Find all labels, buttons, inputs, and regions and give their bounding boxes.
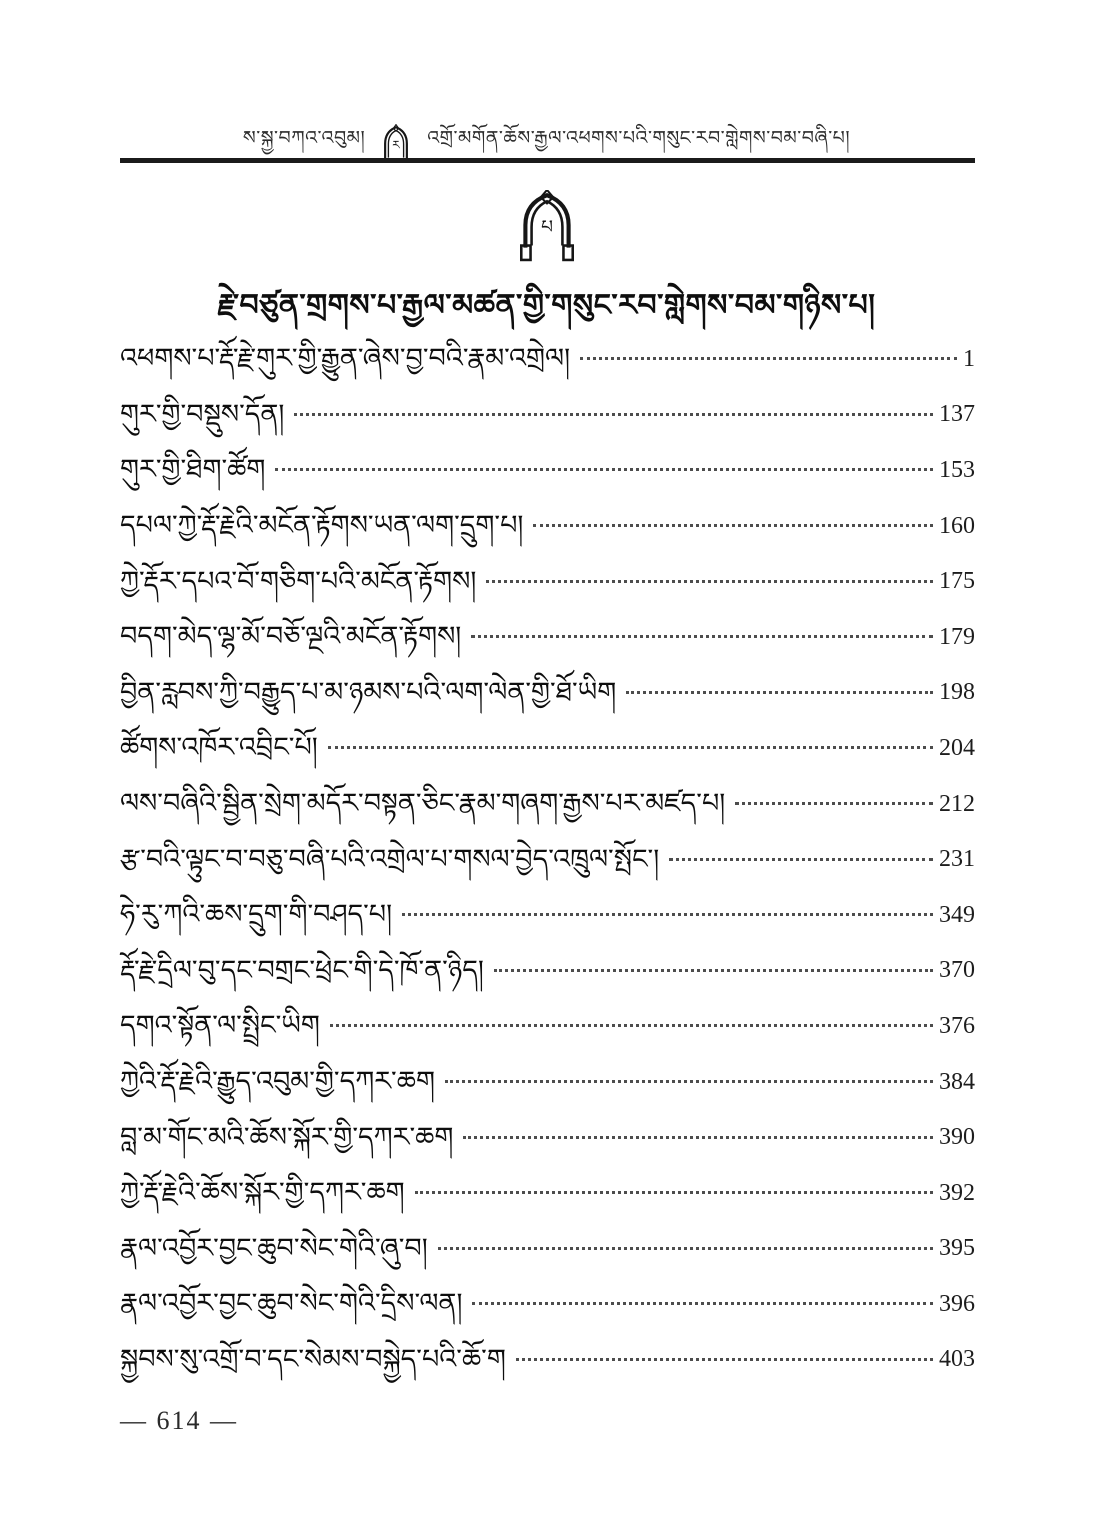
toc-page-number: 370: [939, 957, 975, 984]
toc-entry-title: ཀྱེ་རྡོ་རྗེའི་ཆོས་སྐོར་གྱི་དཀར་ཆག: [120, 1177, 405, 1209]
toc-entry: [120, 331, 975, 387]
header-ornament-letter: ར: [392, 137, 400, 152]
toc-page-number: 179: [939, 623, 975, 650]
toc-dot-leader: [402, 913, 933, 916]
toc-page-number: 390: [939, 1124, 975, 1151]
section-ornament-wrap: [0, 190, 1093, 262]
toc-page-number: 403: [939, 1346, 975, 1373]
header-right-title: འགྲོ་མགོན་ཆོས་རྒྱལ་འཕགས་པའི་གསུང་རབ་གླེགས་བམ་བཞི་པ།: [427, 127, 851, 149]
toc-dot-leader: [533, 524, 933, 527]
toc-dot-leader: [494, 969, 933, 972]
toc-entry-title: རྣལ་འབྱོར་བྱང་ཆུབ་སེང་གེའི་ཞུ་བ།: [120, 1232, 428, 1264]
toc-entry-title: གུར་གྱི་བསྡུས་དོན།: [120, 398, 285, 430]
toc-page-number: 384: [939, 1068, 975, 1095]
section-title: རྗེ་བཙུན་གྲགས་པ་རྒྱལ་མཚན་གྱི་གསུང་རབ་གླེགས་བམ་གཉིས་པ།: [217, 288, 876, 323]
toc-dot-leader: [445, 1080, 933, 1083]
section-ornament-letter: པ: [540, 217, 553, 239]
toc-entry-title: བླ་མ་གོང་མའི་ཆོས་སྐོར་གྱི་དཀར་ཆག: [120, 1121, 454, 1153]
toc-entry: [120, 665, 975, 721]
toc-entry-title: གུར་གྱི་ཐིག་ཚོག: [120, 454, 266, 486]
toc-page-number: 153: [939, 456, 975, 483]
toc-dot-leader: [580, 357, 957, 360]
toc-page-number: 396: [939, 1290, 975, 1317]
toc-dot-leader: [294, 413, 933, 416]
toc-entry: [120, 831, 975, 887]
toc-entry-title: བདག་མེད་ལྷ་མོ་བཅོ་ལྔའི་མངོན་རྟོགས།: [120, 621, 462, 653]
toc-dot-leader: [275, 468, 933, 471]
toc-entry-title: རྩ་བའི་ལྟུང་བ་བཅུ་བཞི་པའི་འགྲེལ་པ་གསལ་བྱེད་འཁྲུལ་སྤོང་།: [120, 843, 660, 875]
toc-page-number: 160: [939, 512, 975, 539]
header-gate-ornament-icon: [379, 124, 413, 162]
toc-dot-leader: [472, 1302, 933, 1305]
toc-entry-title: བྱིན་རླབས་ཀྱི་བརྒྱུད་པ་མ་ཉམས་པའི་ལག་ལེན་གྱི་ཐོ་ཡིག: [120, 676, 617, 708]
toc-dot-leader: [669, 858, 933, 861]
toc-entry-title: ཀྱེ་རྡོར་དཔའ་བོ་གཅིག་པའི་མངོན་རྟོགས།: [120, 565, 477, 597]
toc-page-number: 212: [939, 790, 975, 817]
toc-entry-title: ཚོགས་འཁོར་འབྲིང་པོ།: [120, 732, 318, 764]
toc-entry-title: ལས་བཞིའི་སྦྱིན་སྲེག་མདོར་བསྟན་ཅིང་རྣམ་གཞག་རྒྱས་པར་མཛད་པ།: [120, 788, 726, 820]
toc-entry: [120, 1109, 975, 1165]
toc-page-number: 198: [939, 679, 975, 706]
section-gate-ornament-icon: [516, 190, 578, 262]
toc-page-number: 175: [939, 568, 975, 595]
toc-entry: [120, 1276, 975, 1332]
toc-page-number: 1: [963, 345, 975, 372]
toc-entry: [120, 1165, 975, 1221]
toc-dot-leader: [415, 1191, 933, 1194]
toc-entry: [120, 998, 975, 1054]
toc-page-number: 204: [939, 734, 975, 761]
toc-entry-title: སྐྱབས་སུ་འགྲོ་བ་དང་སེམས་བསྐྱེད་པའི་ཆོ་ག: [120, 1343, 506, 1375]
toc-dot-leader: [328, 746, 933, 749]
toc-page-number: 376: [939, 1012, 975, 1039]
toc-entry-title: འཕགས་པ་རྡོ་རྗེ་གུར་གྱི་རྒྱུན་ཞེས་བྱ་བའི་རྣམ་འགྲེལ།: [120, 343, 571, 375]
toc-entry: [120, 553, 975, 609]
toc-page-number: 395: [939, 1235, 975, 1262]
toc-entry-title: ཧེ་རུ་ཀའི་ཆས་དྲུག་གི་བཤད་པ།: [120, 899, 393, 931]
header-left-title: ས་སྐྱ་བཀའ་འབུམ།: [242, 127, 366, 149]
toc-entry-title: རྡོ་རྗེ་དྲིལ་བུ་དང་བགྲང་ཕྲེང་གི་དེ་ཁོ་ན་ཉིད།: [120, 954, 484, 986]
toc-entry-title: དགའ་སྟོན་ལ་སྤྲིང་ཡིག: [120, 1010, 320, 1042]
toc-page-number: 349: [939, 901, 975, 928]
toc-dot-leader: [471, 635, 933, 638]
toc-entry-title: རྣལ་འབྱོར་བྱང་ཆུབ་སེང་གེའི་དྲིས་ལན།: [120, 1288, 463, 1320]
toc-dot-leader: [438, 1247, 933, 1250]
toc-dot-leader: [486, 580, 933, 583]
toc-entry: [120, 1054, 975, 1110]
toc-entry: [120, 387, 975, 443]
header-rule: [120, 158, 975, 163]
toc-page-number: 231: [939, 846, 975, 873]
toc-entry: [120, 720, 975, 776]
toc-entry-title: དཔལ་ཀྱེ་རྡོ་རྗེའི་མངོན་རྟོགས་ཡན་ལག་དྲུག་པ།: [120, 510, 524, 542]
toc-dot-leader: [330, 1024, 933, 1027]
toc-page-number: 137: [939, 401, 975, 428]
toc-dot-leader: [626, 691, 933, 694]
toc-dot-leader: [516, 1358, 933, 1361]
toc-entry: [120, 1332, 975, 1388]
footer-page-number: — 614 —: [120, 1406, 238, 1435]
toc-entry: [120, 609, 975, 665]
toc-entry: [120, 943, 975, 999]
toc-dot-leader: [463, 1136, 933, 1139]
toc-dot-leader: [735, 802, 933, 805]
toc-entry: [120, 498, 975, 554]
toc-entry-title: ཀྱེའི་རྡོ་རྗེའི་རྒྱུད་འབུམ་གྱི་དཀར་ཆག: [120, 1066, 435, 1098]
toc-entry: [120, 1221, 975, 1277]
toc-page-number: 392: [939, 1179, 975, 1206]
toc-entry: [120, 887, 975, 943]
toc-entry: [120, 776, 975, 832]
toc-entry: [120, 442, 975, 498]
toc-list: [120, 331, 975, 1387]
